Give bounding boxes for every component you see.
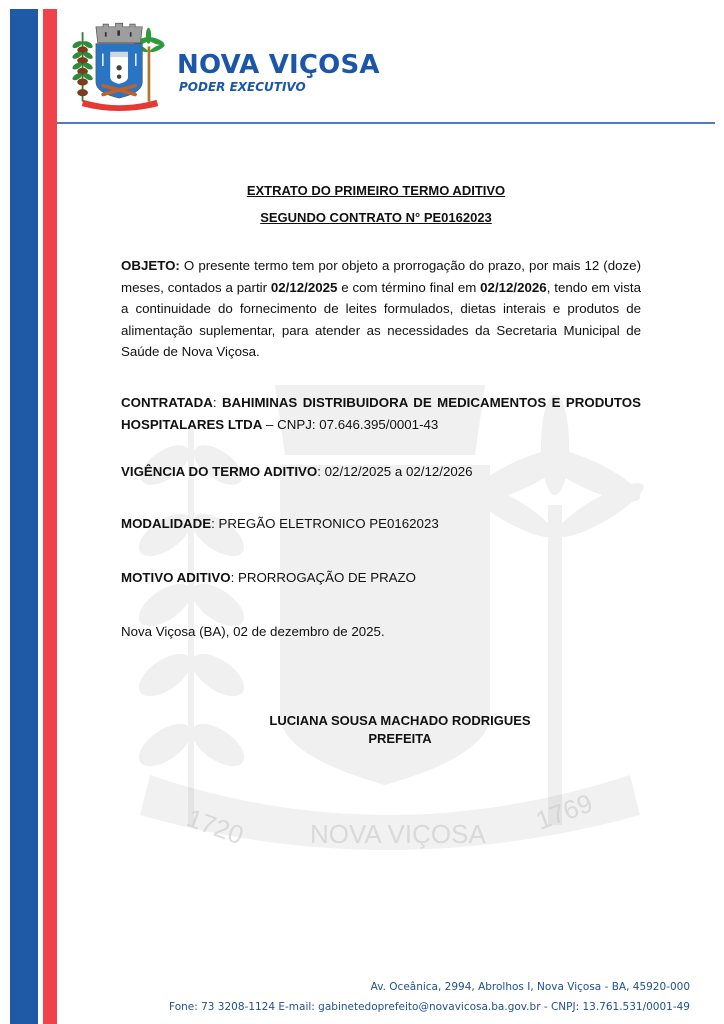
modalidade-line — [121, 516, 439, 531]
contratada-cnpj: – CNPJ: 07.646.395/0001-43 — [262, 416, 439, 432]
objeto-text-2: e com término final em — [337, 279, 481, 295]
contratada-company: BAHIMINAS DISTRIBUIDORA DE MEDICAMENTOS E PRODUTOS HOSPITALARES LTDA — [121, 395, 641, 432]
watermark-year-left: 1720 — [182, 802, 248, 851]
motivo-label: MOTIVO ADITIVO — [121, 570, 231, 585]
footer-address: Av. Oceânica, 2994, Abrolhos I, Nova Viçosa - BA, 45920-000 — [370, 981, 690, 993]
watermark-year-right: 1769 — [531, 787, 597, 836]
vigencia-value: : 02/12/2025 a 02/12/2026 — [317, 464, 473, 479]
signatory-name: LUCIANA SOUSA MACHADO RODRIGUES — [269, 713, 531, 728]
motivo-value: : PRORROGAÇÃO DE PRAZO — [230, 570, 417, 585]
objeto-paragraph — [121, 255, 641, 363]
red-side-stripe — [43, 9, 57, 1024]
objeto-date-start: 02/12/2025 — [270, 279, 338, 295]
modalidade-label: MODALIDADE — [121, 516, 212, 531]
objeto-text-1: O presente termo tem por objeto a prorrogação do prazo, por mais 12 (doze) meses, contados a partir — [121, 258, 641, 295]
contratada-separator: : — [212, 395, 222, 410]
watermark-ribbon-name: NOVA VIÇOSA — [310, 819, 486, 849]
objeto-label: OBJETO: — [121, 258, 180, 273]
header-divider — [57, 122, 715, 124]
vigencia-line — [121, 464, 473, 479]
vigencia-label: VIGÊNCIA DO TERMO ADITIVO — [121, 464, 318, 479]
footer-contact: Fone: 73 3208-1124 E-mail: gabinetedoprefeito@novavicosa.ba.gov.br - CNPJ: 13.761.531/0001-49 — [169, 1001, 690, 1013]
motivo-line — [121, 570, 416, 585]
document-title: EXTRATO DO PRIMEIRO TERMO ADITIVO — [246, 183, 506, 198]
objeto-text-3: , tendo em vista a continuidade do fornecimento de leites formulados, dietas interais e produtos de alimentação suplementar, para atender as necessidades da Secretaria Municipal de Saúde de Nova Viçosa. — [121, 279, 642, 359]
blue-side-stripe — [10, 9, 38, 1024]
contratada-paragraph — [121, 392, 641, 435]
signatory-role: PREFEITA — [368, 731, 432, 746]
contratada-label: CONTRATADA — [121, 395, 213, 410]
municipal-crest-logo — [71, 18, 169, 114]
objeto-date-end: 02/12/2026 — [480, 279, 547, 295]
contract-number-title: SEGUNDO CONTRATO N° PE0162023 — [260, 210, 492, 225]
place-date: Nova Viçosa (BA), 02 de dezembro de 2025. — [121, 624, 385, 639]
brand-title: NOVA VIÇOSA — [177, 50, 380, 80]
modalidade-value: : PREGÃO ELETRONICO PE0162023 — [211, 516, 439, 531]
brand-subtitle: PODER EXECUTIVO — [179, 80, 306, 94]
